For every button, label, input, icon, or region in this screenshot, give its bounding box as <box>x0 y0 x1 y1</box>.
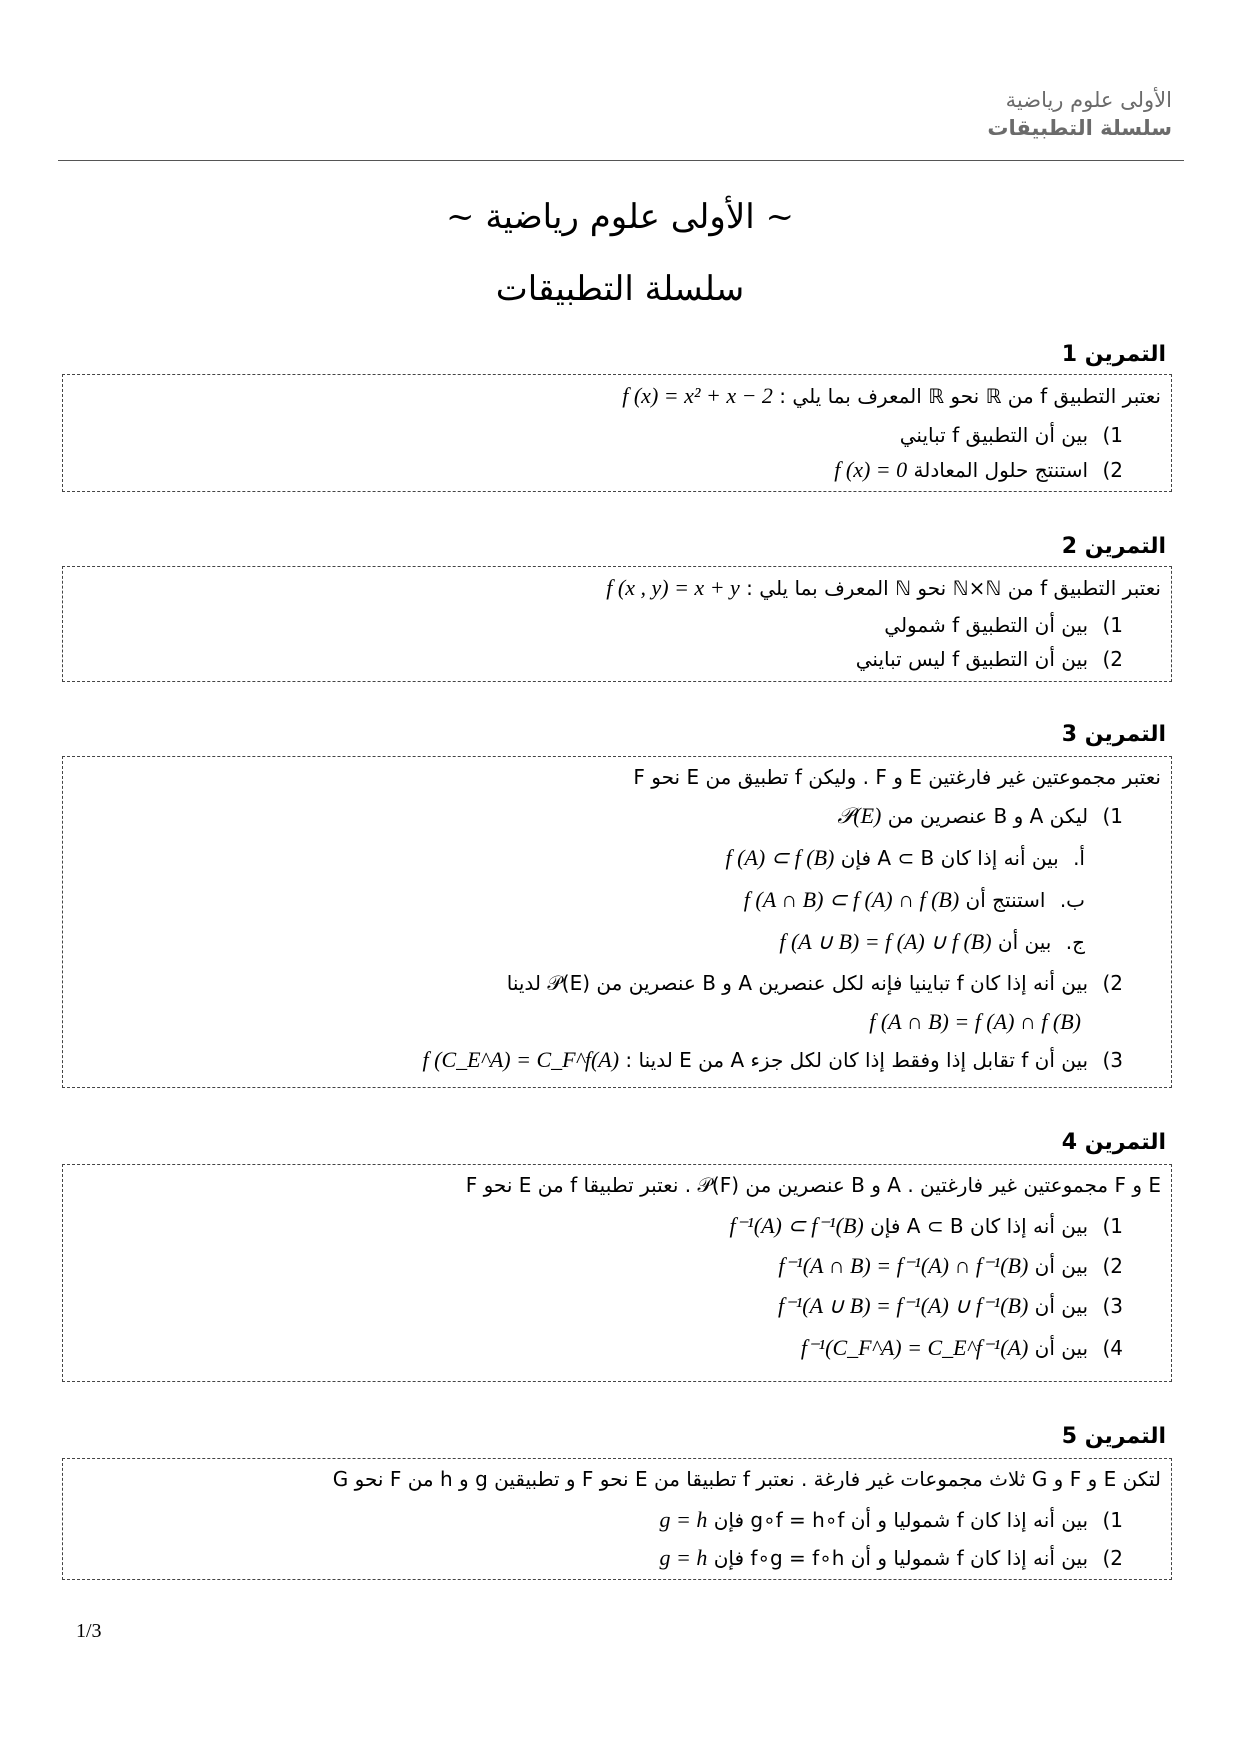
exercise-line: 1) ليكن A و B عنصرين من 𝒫(E) <box>837 803 1123 828</box>
page-number: 1/3 <box>76 1620 102 1642</box>
exercise-3-box <box>62 756 1172 1088</box>
exercise-line: 1) بين أنه إذا كان A ⊂ B فإن f⁻¹(A) ⊂ f⁻¹(B) <box>729 1213 1123 1238</box>
exercise-4-heading: التمرين 4 <box>1061 1130 1166 1155</box>
exercise-line: ج. بين أن f (A ∪ B) = f (A) ∪ f (B) <box>779 929 1085 954</box>
exercise-line: 3) بين أن f⁻¹(A ∪ B) = f⁻¹(A) ∪ f⁻¹(B) <box>777 1293 1123 1318</box>
exercise-line: أ. بين أنه إذا كان A ⊂ B فإن f (A) ⊂ f (B) <box>725 845 1085 870</box>
exercise-line: 2) بين أن f⁻¹(A ∩ B) = f⁻¹(A) ∩ f⁻¹(B) <box>778 1253 1123 1278</box>
exercise-5-heading: التمرين 5 <box>1061 1424 1166 1449</box>
exercise-line: 3) بين أن f تقابل إذا وفقط إذا كان لكل جزء A من E لدينا : f (C_E^A) = C_F^f(A) <box>422 1047 1123 1072</box>
exercise-line: 4) بين أن f⁻¹(C_F^A) = C_E^f⁻¹(A) <box>800 1335 1123 1360</box>
exercise-5-box <box>62 1458 1172 1580</box>
header-divider <box>58 160 1184 161</box>
exercise-1-heading: التمرين 1 <box>1061 342 1166 367</box>
document-title: ~ الأولى علوم رياضية ~ <box>446 197 794 237</box>
exercise-line: 2) بين أنه إذا كان f شموليا و أن f∘g = f∘h فإن g = h <box>659 1545 1123 1570</box>
document-subtitle: سلسلة التطبيقات <box>495 269 745 309</box>
page-header <box>987 86 1172 142</box>
exercise-2-heading: التمرين 2 <box>1061 534 1166 559</box>
exercise-line: 2) بين أن التطبيق f ليس تبايني <box>855 647 1123 671</box>
exercise-line: 2) بين أنه إذا كان f تباينيا فإنه لكل عنصرين A و B عنصرين من 𝒫(E) لدينا <box>506 971 1123 995</box>
exercise-line: 1) بين أن التطبيق f تبايني <box>899 423 1123 447</box>
exercise-line: 1) بين أن التطبيق f شمولي <box>884 613 1123 637</box>
header-line-2: سلسلة التطبيقات <box>987 116 1172 140</box>
exercise-1-box <box>62 374 1172 492</box>
exercise-2-box <box>62 566 1172 682</box>
exercise-line: نعتبر التطبيق f من ℝ نحو ℝ المعرف بما يلي : f (x) = x² + x − 2 <box>622 383 1161 408</box>
exercise-3-heading: التمرين 3 <box>1061 722 1166 747</box>
exercise-line: ب. استنتج أن f (A ∩ B) ⊂ f (A) ∩ f (B) <box>743 887 1085 912</box>
exercise-line: 2) استنتج حلول المعادلة f (x) = 0 <box>834 457 1123 482</box>
exercise-line: نعتبر مجموعتين غير فارغتين E و F . وليكن f تطبيق من E نحو F <box>633 765 1161 789</box>
exercise-line: 1) بين أنه إذا كان f شموليا و أن g∘f = h∘f فإن g = h <box>659 1507 1123 1532</box>
exercise-line: E و F مجموعتين غير فارغتين . A و B عنصرين من 𝒫(F) . نعتبر تطبيقا f من E نحو F <box>465 1173 1161 1197</box>
exercise-line: نعتبر التطبيق f من ℕ×ℕ نحو ℕ المعرف بما يلي : f (x , y) = x + y <box>606 575 1161 600</box>
exercise-4-box <box>62 1164 1172 1382</box>
exercise-line: لتكن E و F و G ثلاث مجموعات غير فارغة . نعتبر f تطبيقا من E نحو F و تطبيقين g و h من F نحو G <box>332 1467 1161 1491</box>
header-line-1: الأولى علوم رياضية <box>1005 88 1172 112</box>
exercise-line: f (A ∩ B) = f (A) ∩ f (B) <box>869 1009 1081 1034</box>
